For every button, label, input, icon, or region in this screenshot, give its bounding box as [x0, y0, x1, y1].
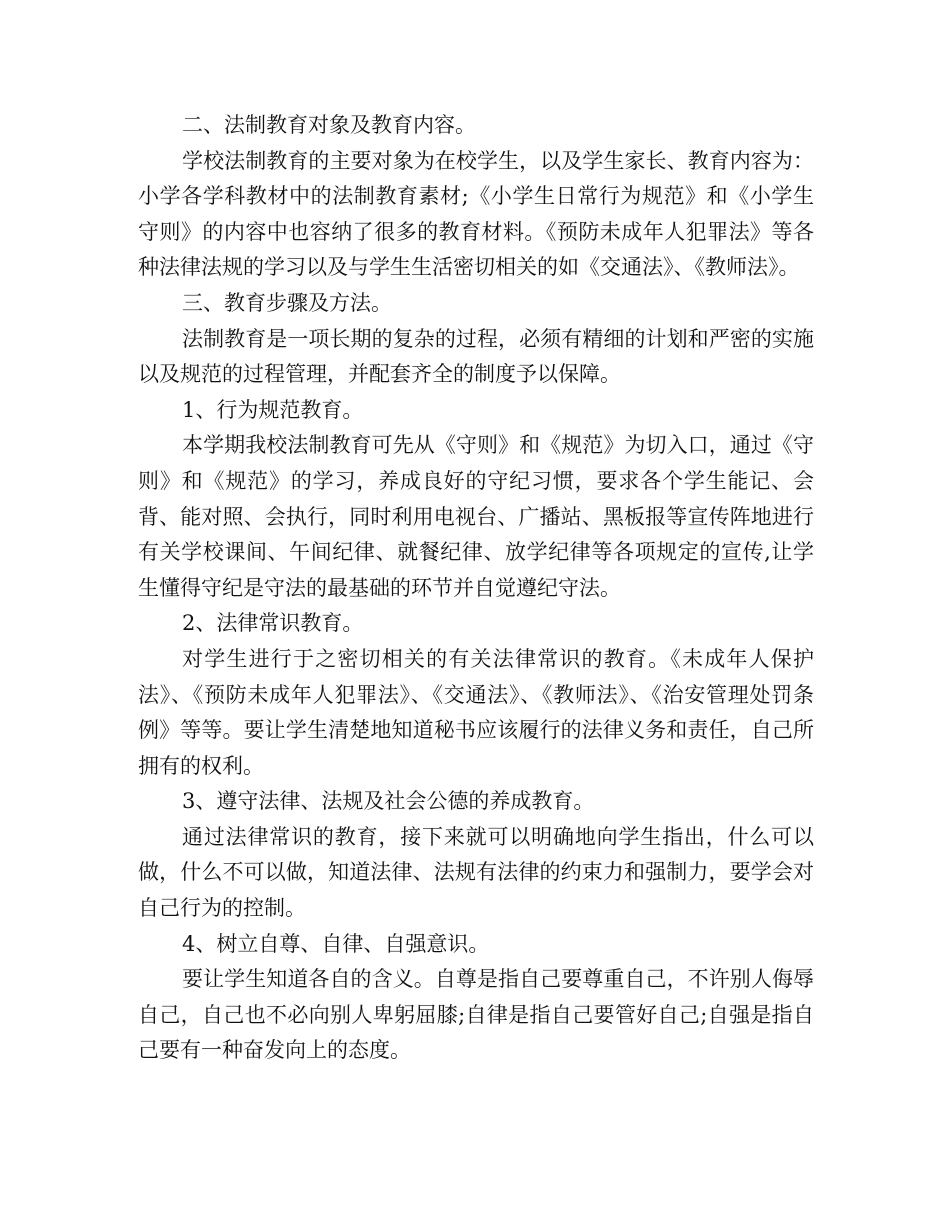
document-body: [138, 108, 814, 1069]
paragraph-legal-knowledge: 对学生进行于之密切相关的有关法律常识的教育。《未成年人保护法》、《预防未成年人犯罪法》、《交通法》、《教师法》、《治安管理处罚条例》等等。要让学生清楚地知道秘书应该履行的法律义务和责任，自己所拥有的权利。: [138, 646, 814, 778]
paragraph-process-overview: 法制教育是一项长期的复杂的过程，必须有精细的计划和严密的实施以及规范的过程管理，并配套齐全的制度予以保障。: [138, 326, 814, 387]
subheading-legal-knowledge: 2、法律常识教育。: [182, 611, 364, 636]
subheading-law-compliance: 3、遵守法律、法规及社会公德的养成教育。: [182, 789, 595, 814]
paragraph-behavior-norms: 本学期我校法制教育可先从《守则》和《规范》为切入口，通过《守则》和《规范》的学习，养成良好的守纪习惯，要求各个学生能记、会背、能对照、会执行，同时利用电视台、广播站、黑板报等宣传阵地进行有关学校课间、午间纪律、就餐纪律、放学纪律等各项规定的宣传,让学生懂得守纪是守法的最基础的环节并自觉遵纪守法。: [138, 433, 814, 600]
paragraph-objects-content: 学校法制教育的主要对象为在校学生，以及学生家长、教育内容为：小学各学科教材中的法制教育素材;《小学生日常行为规范》和《小学生守则》的内容中也容纳了很多的教育材料。《预防未成年人犯罪法》等各种法律法规的学习以及与学生生活密切相关的如《交通法》、《教师法》。: [138, 148, 814, 280]
paragraph-law-compliance: 通过法律常识的教育，接下来就可以明确地向学生指出，什么可以做，什么不可以做，知道法律、法规有法律的约束力和强制力，要学会对自己行为的控制。: [138, 824, 814, 921]
paragraph-self-awareness: 要让学生知道各自的含义。自尊是指自己要尊重自己，不许别人侮辱自己，自己也不必向别人卑躬屈膝;自律是指自己要管好自己;自强是指自己要有一种奋发向上的态度。: [138, 967, 814, 1063]
section-heading-3: 三、教育步骤及方法。: [182, 290, 392, 315]
subheading-behavior-norms: 1、行为规范教育。: [182, 397, 364, 422]
subheading-self-awareness: 4、树立自尊、自律、自强意识。: [182, 931, 490, 956]
section-heading-2: 二、法制教育对象及教育内容。: [182, 113, 476, 137]
